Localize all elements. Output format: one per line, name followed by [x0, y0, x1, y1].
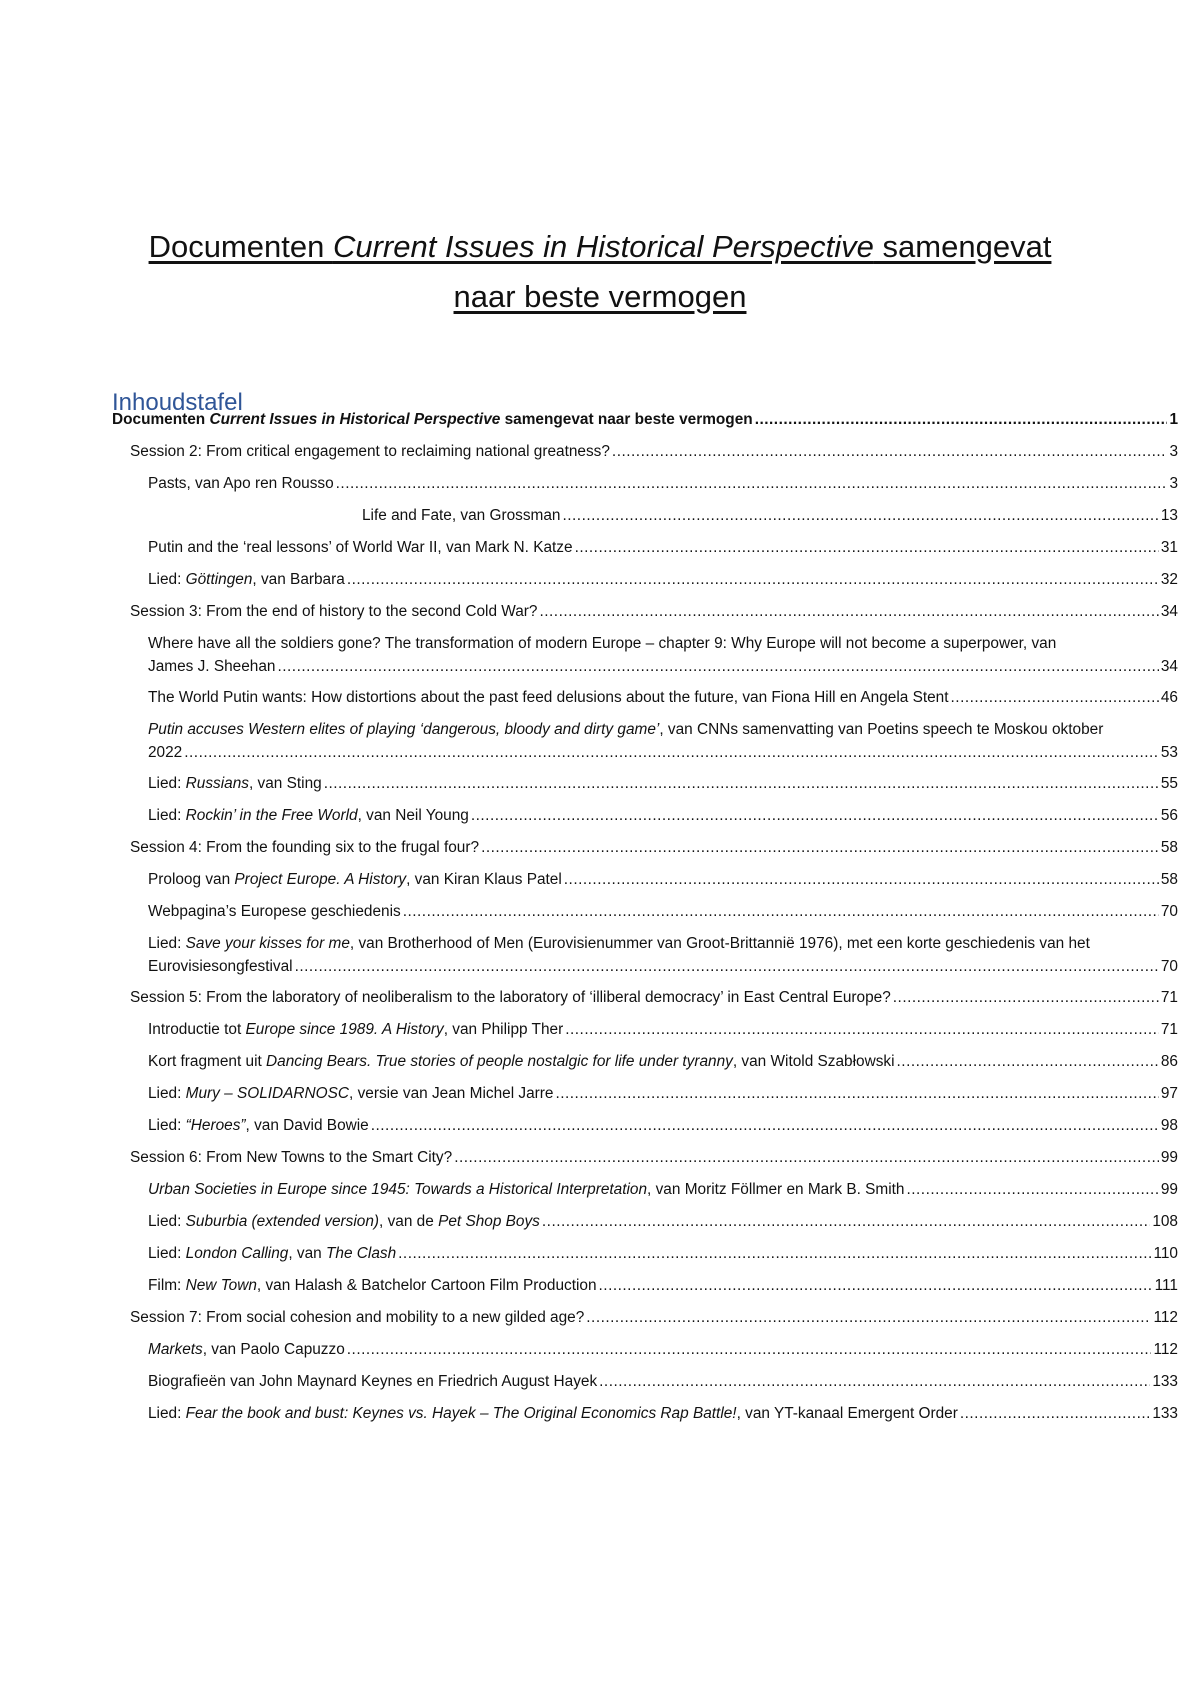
- toc-entry[interactable]: [148, 536, 1178, 559]
- toc-entry[interactable]: [148, 1178, 1178, 1201]
- toc-entry-text-italic: Russians: [185, 775, 249, 792]
- toc-page-number: 53: [1160, 744, 1178, 761]
- toc-entry-text-pre: Lied:: [148, 1245, 186, 1262]
- toc-entry-text: Session 7: From social cohesion and mobility to a new gilded age?: [130, 1309, 585, 1326]
- toc-page-number: 13: [1160, 507, 1178, 524]
- toc-entry[interactable]: [130, 1146, 1178, 1169]
- toc-entry-text-pre: Lied:: [148, 1213, 186, 1230]
- toc-entry-text-italic: Save your kisses for me: [185, 935, 350, 952]
- toc-page-number: 46: [1160, 689, 1178, 706]
- toc-entry-text-pre: Introductie tot: [148, 1021, 246, 1038]
- toc-entry[interactable]: [148, 932, 1178, 978]
- toc-entry-text: Session 2: From critical engagement to reclaiming national greatness?: [130, 443, 610, 460]
- toc-entry-text: Webpagina’s Europese geschiedenis: [148, 903, 401, 920]
- toc-entry-text: Session 3: From the end of history to the second Cold War?: [130, 603, 538, 620]
- toc-leader-dots: [893, 986, 1159, 1009]
- toc-entry-text-post: samengevat naar beste vermogen: [500, 411, 753, 428]
- toc-entry-text-italic: Urban Societies in Europe since 1945: Towards a Historical Interpretation: [148, 1181, 648, 1198]
- toc-page-number: 3: [1169, 443, 1178, 460]
- toc-leader-dots: [324, 772, 1159, 795]
- toc-leader-dots: [599, 1274, 1153, 1297]
- toc-entry-text-pre: Lied:: [148, 1085, 186, 1102]
- toc-entry-text-pre: Lied:: [148, 1405, 186, 1422]
- toc-entry-text-pre: Lied:: [148, 571, 186, 588]
- toc-entry-text-post: , van Barbara: [252, 571, 345, 588]
- toc-page-number: 1: [1169, 411, 1178, 428]
- toc-entry-text: Eurovisiesongfestival: [148, 958, 293, 975]
- toc-page-number: 58: [1160, 871, 1178, 888]
- toc-page-number: 112: [1153, 1309, 1178, 1326]
- toc-entry-text-post: , van: [288, 1245, 326, 1262]
- toc-leader-dots: [336, 472, 1168, 495]
- toc-entry-text-italic: “Heroes”: [185, 1117, 246, 1134]
- toc-entry[interactable]: [148, 1274, 1178, 1297]
- toc-entry[interactable]: [148, 1242, 1178, 1265]
- toc-entry-text: Putin and the ‘real lessons’ of World War II, van Mark N. Katze: [148, 539, 573, 556]
- toc-entry-text-post: , van Moritz Föllmer en Mark B. Smith: [647, 1181, 905, 1198]
- toc-entry-text-post: , van Paolo Capuzzo: [202, 1341, 345, 1358]
- toc-leader-dots: [612, 440, 1168, 463]
- toc-entry-text-post: , van David Bowie: [245, 1117, 369, 1134]
- toc-entry-text: Pasts, van Apo ren Rousso: [148, 475, 334, 492]
- toc-leader-dots: [481, 836, 1159, 859]
- toc-entry-text-italic: Rockin’ in the Free World: [185, 807, 358, 824]
- toc-entry-text-pre: Film:: [148, 1277, 186, 1294]
- toc-heading: Inhoudstafel: [112, 389, 243, 416]
- toc-leader-dots: [295, 955, 1159, 978]
- toc-leader-dots: [542, 1210, 1150, 1233]
- toc-entry[interactable]: [148, 868, 1178, 891]
- toc-entry-text-post: , van Neil Young: [357, 807, 469, 824]
- toc-entry-text: Session 5: From the laboratory of neoliberalism to the laboratory of ‘illiberal democracy’ in East Central Europe?: [130, 989, 891, 1006]
- toc-entry-text: Session 6: From New Towns to the Smart City?: [130, 1149, 453, 1166]
- toc-page-number: 58: [1160, 839, 1178, 856]
- toc-entry-text: Life and Fate, van Grossman: [362, 507, 561, 524]
- toc-entry-text-pre: Kort fragment uit: [148, 1053, 267, 1070]
- toc-entry-text-italic: London Calling: [185, 1245, 289, 1262]
- toc-page-number: 70: [1160, 903, 1178, 920]
- toc-entry[interactable]: [130, 600, 1178, 623]
- toc-entry-text-post: , van Sting: [248, 775, 322, 792]
- toc-leader-dots: [347, 568, 1159, 591]
- toc-leader-dots: [906, 1178, 1158, 1201]
- toc-entry[interactable]: [112, 408, 1178, 431]
- toc-page-number: 34: [1160, 603, 1178, 620]
- toc-entry-text-pre: Lied:: [148, 1117, 186, 1134]
- toc-page-number: 34: [1160, 658, 1178, 675]
- toc-page-number: 97: [1160, 1085, 1178, 1102]
- toc-entry[interactable]: [148, 1402, 1178, 1425]
- toc-entry[interactable]: [130, 986, 1178, 1009]
- toc-entry[interactable]: [130, 1306, 1178, 1329]
- toc-entry-text-post: , van CNNs samenvatting van Poetins speech te Moskou oktober: [659, 721, 1104, 738]
- toc-page-number: 133: [1152, 1405, 1178, 1422]
- toc-page-number: 31: [1160, 539, 1178, 556]
- toc-entry[interactable]: [148, 686, 1178, 709]
- toc-page-number: 70: [1160, 958, 1178, 975]
- toc-entry[interactable]: [130, 440, 1178, 463]
- toc-leader-dots: [371, 1114, 1159, 1137]
- toc-leader-dots: [184, 741, 1159, 764]
- toc-leader-dots: [599, 1370, 1150, 1393]
- toc-leader-dots: [951, 686, 1159, 709]
- toc-page-number: 55: [1160, 775, 1178, 792]
- toc-page-number: 3: [1169, 475, 1178, 492]
- toc-page-number: 86: [1160, 1053, 1178, 1070]
- toc-entry-text: Biografieën van John Maynard Keynes en Friedrich August Hayek: [148, 1373, 598, 1390]
- toc-leader-dots: [897, 1050, 1159, 1073]
- toc-entry-text: James J. Sheehan: [148, 658, 276, 675]
- toc-page-number: 32: [1160, 571, 1178, 588]
- toc-entry-text-italic: Project Europe. A History: [234, 871, 407, 888]
- toc-entry-text-post: , van YT-kanaal Emergent Order: [736, 1405, 958, 1422]
- toc-page-number: 71: [1160, 1021, 1178, 1038]
- toc-entry-text-pre: Documenten: [112, 411, 210, 428]
- toc-entry-text-italic2: The Clash: [326, 1245, 397, 1262]
- toc-entry-text-post: , van de: [379, 1213, 439, 1230]
- toc-entry-text: The World Putin wants: How distortions about the past feed delusions about the future, van Fiona Hill en Angela Stent: [148, 689, 949, 706]
- toc-leader-dots: [403, 900, 1159, 923]
- toc-leader-dots: [575, 536, 1159, 559]
- toc-leader-dots: [555, 1082, 1158, 1105]
- toc-entry-text-post: , versie van Jean Michel Jarre: [349, 1085, 554, 1102]
- toc-leader-dots: [347, 1338, 1152, 1361]
- toc-entry-text-post: , van Witold Szabłowski: [732, 1053, 895, 1070]
- toc-page-number: 71: [1160, 989, 1178, 1006]
- toc-page-number: 108: [1152, 1213, 1178, 1230]
- document-title: [140, 222, 1060, 322]
- toc-entry-text-italic: Fear the book and bust: Keynes vs. Hayek – The Original Economics Rap Battle!: [185, 1405, 737, 1422]
- toc-entry-text-italic: Dancing Bears. True stories of people nostalgic for life under tyranny: [266, 1053, 733, 1070]
- toc-entry-text: 2022: [148, 744, 183, 761]
- toc-entry[interactable]: [148, 1082, 1178, 1105]
- toc-entry-text-pre: Proloog van: [148, 871, 235, 888]
- toc-entry-text: Session 4: From the founding six to the frugal four?: [130, 839, 480, 856]
- toc-leader-dots: [562, 504, 1158, 527]
- toc-entry-text-post: , van Philipp Ther: [443, 1021, 564, 1038]
- toc-entry[interactable]: [148, 804, 1178, 827]
- toc-page-number: 112: [1153, 1341, 1178, 1358]
- toc-entry-text-line1: Where have all the soldiers gone? The transformation of modern Europe – chapter 9: Why Europe will not become a superpower, van: [148, 635, 1057, 652]
- toc-page-number: 110: [1153, 1245, 1178, 1262]
- toc-entry-text-post: , van Brotherhood of Men (Eurovisienummer van Groot-Brittannië 1976), met een korte geschiedenis van het: [349, 935, 1090, 952]
- toc-entry-text-italic: Mury – SOLIDARNOSC: [185, 1085, 350, 1102]
- toc-entry-text-pre: Lied:: [148, 935, 186, 952]
- toc-entry-text-italic: New Town: [185, 1277, 257, 1294]
- toc-entry[interactable]: [148, 718, 1178, 764]
- toc-entry[interactable]: [148, 1338, 1178, 1361]
- toc-leader-dots: [564, 868, 1159, 891]
- toc-entry[interactable]: [362, 504, 1178, 527]
- toc-entry[interactable]: [148, 632, 1178, 678]
- toc-leader-dots: [755, 408, 1168, 431]
- toc-entry-text-italic2: Pet Shop Boys: [438, 1213, 540, 1230]
- toc-entry[interactable]: [148, 772, 1178, 795]
- toc-leader-dots: [454, 1146, 1159, 1169]
- toc-page-number: 99: [1160, 1149, 1178, 1166]
- title-part1: Documenten: [148, 229, 333, 264]
- toc-leader-dots: [565, 1018, 1159, 1041]
- toc-leader-dots: [960, 1402, 1150, 1425]
- toc-page-number: 99: [1160, 1181, 1178, 1198]
- toc-entry-text-italic: Current Issues in Historical Perspective: [209, 411, 501, 428]
- toc-leader-dots: [471, 804, 1159, 827]
- toc-leader-dots: [539, 600, 1158, 623]
- toc-entry[interactable]: [130, 836, 1178, 859]
- toc-page-number: 133: [1152, 1373, 1178, 1390]
- toc-leader-dots: [277, 655, 1158, 678]
- toc-entry[interactable]: [148, 1210, 1178, 1233]
- toc-page-number: 56: [1160, 807, 1178, 824]
- toc-entry[interactable]: [148, 900, 1178, 923]
- toc-leader-dots: [586, 1306, 1151, 1329]
- toc-entry[interactable]: [148, 472, 1178, 495]
- toc-entry-text-italic: Europe since 1989. A History: [245, 1021, 444, 1038]
- toc-entry-text-post: , van Kiran Klaus Patel: [406, 871, 562, 888]
- toc-entry-text-post: , van Halash & Batchelor Cartoon Film Production: [256, 1277, 597, 1294]
- toc-entry[interactable]: [148, 568, 1178, 591]
- toc-entry-text-pre: Lied:: [148, 807, 186, 824]
- toc-entry-text-italic: Göttingen: [185, 571, 253, 588]
- toc-entry-text-italic: Markets: [148, 1341, 203, 1358]
- toc-page-number: 98: [1160, 1117, 1178, 1134]
- toc-entry[interactable]: [148, 1018, 1178, 1041]
- toc-entry[interactable]: [148, 1114, 1178, 1137]
- title-italic: Current Issues in Historical Perspective: [332, 229, 874, 264]
- toc-entry-text-pre: Lied:: [148, 775, 186, 792]
- toc-page-number: 111: [1154, 1277, 1178, 1294]
- toc-entry[interactable]: [148, 1370, 1178, 1393]
- toc-entry[interactable]: [148, 1050, 1178, 1073]
- toc-entry-text-italic: Suburbia (extended version): [185, 1213, 380, 1230]
- title-part2: samengevat naar beste vermogen: [453, 229, 1052, 314]
- toc-entry-text-italic: Putin accuses Western elites of playing ‘dangerous, bloody and dirty game’: [148, 721, 660, 738]
- toc-leader-dots: [398, 1242, 1151, 1265]
